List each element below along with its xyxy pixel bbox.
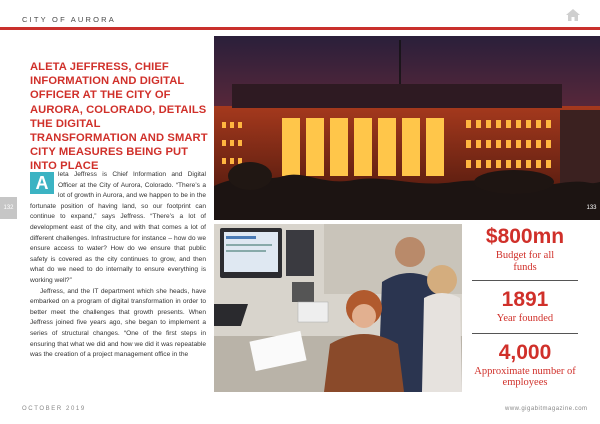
article-body	[30, 170, 206, 361]
paragraph-2: Jeffress, and the IT department which she heads, have embarked on a program of digital transformation in order to better meet the challenges that growth presents. When Jeffress joined five years ago, she began to implement a series of structural changes. “One of the first steps in ensuring that what we did and how we did it was repeatable was the creation of a project management office in the	[30, 287, 206, 359]
stat-label: Approximate number of employees	[474, 365, 576, 388]
page-header	[0, 0, 600, 32]
page-number-right: 133	[586, 205, 597, 211]
stat-label: Year founded	[496, 313, 554, 324]
paragraph-1	[30, 170, 206, 287]
article-headline: ALETA JEFFRESS, CHIEF INFORMATION AND DIGITAL OFFICER AT THE CITY OF AURORA, COLORADO, DETAILS THE DIGITAL TRANSFORMATION AND SMART CITY MEASURES BEING PUT INTO PLACE	[30, 61, 208, 173]
stat-divider	[472, 280, 578, 281]
stat-budget	[470, 226, 580, 273]
drop-cap: A	[30, 172, 54, 194]
stat-founded	[470, 289, 580, 325]
stat-employees	[470, 342, 580, 389]
paragraph-1-text: leta Jeffress is Chief Information and Digital Officer at the City of Aurora, Colorado. “There’s a lot of growth in Aurora, and we happen to be in the fortunate position of having land, so our footprint can continue to expand,” says Jeffress. “There’s a lot of development east of the city, and with that comes a lot of different challenges. Infrastructure for instance – how do we ensure access to water? How do we ensure that public safety is covered as the city continues to grow, and then what do we need to do internally to ensure everything is working well?”	[30, 171, 206, 284]
header-rule	[0, 27, 600, 30]
stat-label: Budget for all funds	[495, 250, 555, 273]
home-icon[interactable]	[565, 8, 581, 22]
footer-website-link[interactable]: www.gigabitmagazine.com	[505, 406, 588, 412]
footer-issue-date: OCTOBER 2019	[22, 406, 86, 412]
page-number-left: 132	[0, 197, 17, 219]
stat-divider	[472, 333, 578, 334]
publication-brand: CITY OF AURORA	[22, 15, 117, 24]
stat-value: 1891	[501, 288, 549, 311]
stat-value: 4,000	[498, 340, 552, 364]
key-stats	[470, 226, 580, 389]
city-building-photo	[214, 36, 600, 220]
stat-value: $800mn	[485, 225, 565, 248]
office-team-photo	[214, 224, 462, 392]
